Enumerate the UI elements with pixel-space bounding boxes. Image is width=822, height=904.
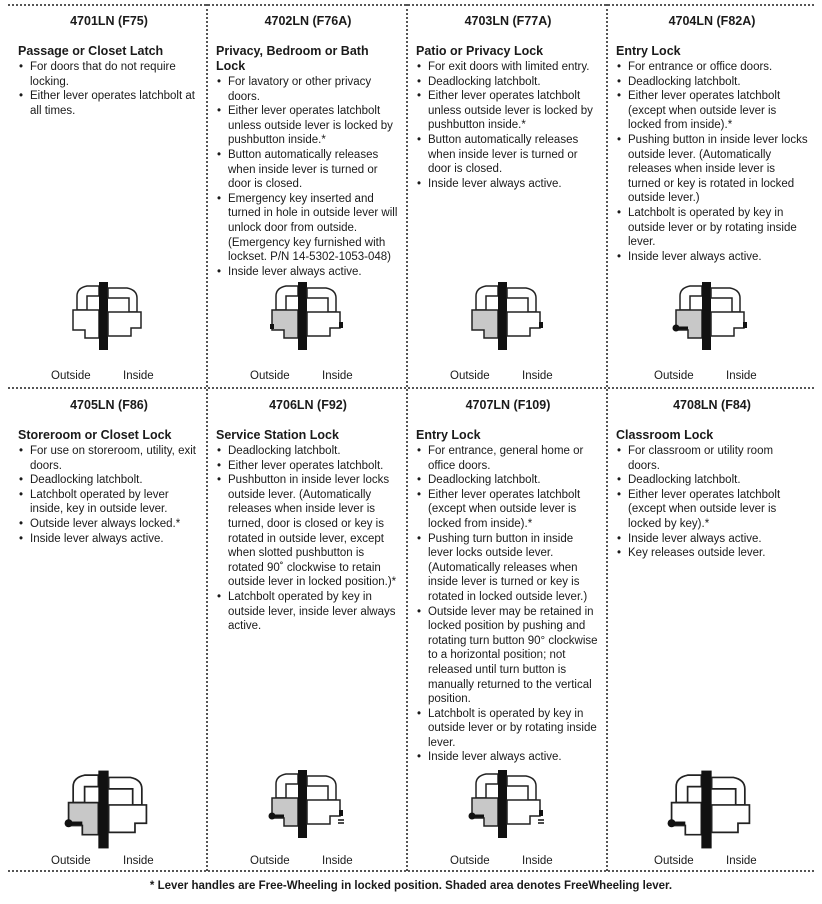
feature-item: • Inside lever always active. — [616, 250, 808, 265]
feature-item: • Outside lever always locked.* — [18, 517, 200, 532]
feature-list — [416, 60, 600, 191]
feature-item: • Deadlocking latchbolt. — [416, 473, 600, 488]
feature-item: • Either lever operates latchbolt at all times. — [18, 89, 200, 118]
feature-item: • Inside lever always active. — [416, 177, 600, 192]
feature-item: • Deadlocking latchbolt. — [616, 473, 808, 488]
function-cell — [8, 6, 206, 386]
feature-list — [18, 60, 200, 118]
feature-item: • Inside lever always active. — [18, 532, 200, 547]
feature-item: • Pushing button in inside lever locks outside lever. (Automatically releases when inside lever is turned or key is rotated in locked outside lever.) — [616, 133, 808, 206]
inside-label: Inside — [322, 855, 353, 867]
inside-label: Inside — [322, 370, 353, 382]
feature-item: • Deadlocking latchbolt. — [416, 75, 600, 90]
feature-item: • Either lever operates latchbolt. — [216, 459, 400, 474]
function-title: Privacy, Bedroom or Bath Lock — [216, 44, 369, 73]
function-cell — [8, 390, 206, 870]
function-title: Storeroom or Closet Lock — [18, 428, 172, 442]
feature-item: • For entrance or office doors. — [616, 60, 808, 75]
outside-label: Outside — [654, 370, 694, 382]
feature-item: • Key releases outside lever. — [616, 546, 808, 561]
feature-item: • Outside lever may be retained in locked position by pushing and rotating turn button 90° clockwise to a horizontal position; not released until turn button is manually returned to the vertical position. — [416, 605, 600, 707]
feature-item: • For lavatory or other privacy doors. — [216, 75, 400, 104]
lever-diagram — [606, 280, 814, 352]
lever-diagram — [406, 280, 606, 352]
model-number: 4705LN (F86) — [70, 398, 148, 412]
outside-label: Outside — [654, 855, 694, 867]
model-number: 4701LN (F75) — [70, 14, 148, 28]
function-title: Service Station Lock — [216, 428, 339, 442]
divider — [8, 387, 814, 389]
feature-item: • Emergency key inserted and turned in hole in outside lever will unlock door from outside. (Emergency key furnished with lockset. P/N 14-5302-1053-048) — [216, 192, 400, 265]
function-cell — [406, 6, 606, 386]
feature-item: • For classroom or utility room doors. — [616, 444, 808, 473]
feature-list — [18, 444, 200, 546]
footnote: * Lever handles are Free-Wheeling in locked position. Shaded area denotes FreeWheeling lever. — [149, 880, 673, 892]
function-cell — [206, 6, 406, 386]
feature-item: • Either lever operates latchbolt (except when outside lever is locked from inside).* — [616, 89, 808, 133]
feature-item: • Deadlocking latchbolt. — [18, 473, 200, 488]
function-cell — [406, 390, 606, 870]
feature-item: • For entrance, general home or office doors. — [416, 444, 600, 473]
feature-list — [616, 444, 808, 561]
feature-item: • Latchbolt is operated by key in outside lever or by rotating inside lever. — [416, 707, 600, 751]
feature-item: • Inside lever always active. — [216, 265, 400, 280]
model-number: 4708LN (F84) — [673, 398, 751, 412]
feature-list — [616, 60, 808, 264]
feature-item: • Latchbolt is operated by key in outside lever or by rotating inside lever. — [616, 206, 808, 250]
divider — [8, 870, 814, 872]
inside-label: Inside — [726, 855, 757, 867]
feature-list — [216, 75, 400, 279]
outside-label: Outside — [250, 855, 290, 867]
feature-item: • Pushbutton in inside lever locks outside lever. (Automatically releases when inside lever is turned, door is closed or key is rotated in outside lever, except when slotted pushbutton is rotated 90˚ clockwise to retain outside lever in locked position.)* — [216, 473, 400, 590]
feature-item: • Latchbolt operated by lever inside, key in outside lever. — [18, 488, 200, 517]
lever-diagram — [606, 768, 814, 851]
lever-diagram — [206, 280, 406, 352]
inside-label: Inside — [522, 855, 553, 867]
outside-label: Outside — [51, 855, 91, 867]
feature-item: • Pushing turn button in inside lever locks outside lever. (Automatically releases when inside lever is turned or key is rotated in locked outside lever.) — [416, 532, 600, 605]
feature-list — [416, 444, 600, 765]
lever-diagram — [8, 280, 206, 352]
feature-item: • Deadlocking latchbolt. — [616, 75, 808, 90]
inside-label: Inside — [522, 370, 553, 382]
lever-diagram — [8, 768, 206, 851]
model-number: 4702LN (F76A) — [264, 14, 352, 28]
feature-item: • Button automatically releases when inside lever is turned or door is closed. — [416, 133, 600, 177]
feature-item: • Either lever operates latchbolt unless outside lever is locked by pushbutton inside.* — [416, 89, 600, 133]
function-cell — [606, 390, 814, 870]
feature-item: • For doors that do not require locking. — [18, 60, 200, 89]
model-number: 4704LN (F82A) — [668, 14, 756, 28]
function-title: Entry Lock — [416, 428, 481, 442]
model-number: 4703LN (F77A) — [464, 14, 552, 28]
feature-item: • Either lever operates latchbolt unless outside lever is locked by pushbutton inside.* — [216, 104, 400, 148]
inside-label: Inside — [726, 370, 757, 382]
feature-item: • Button automatically releases when inside lever is turned or door is closed. — [216, 148, 400, 192]
function-title: Classroom Lock — [616, 428, 714, 442]
function-cell — [606, 6, 814, 386]
function-title: Patio or Privacy Lock — [416, 44, 544, 58]
feature-list — [216, 444, 400, 634]
outside-label: Outside — [450, 855, 490, 867]
inside-label: Inside — [123, 855, 154, 867]
outside-label: Outside — [250, 370, 290, 382]
feature-item: • Inside lever always active. — [616, 532, 808, 547]
feature-item: • For exit doors with limited entry. — [416, 60, 600, 75]
lever-diagram — [206, 768, 406, 840]
outside-label: Outside — [51, 370, 91, 382]
feature-item: • Inside lever always active. — [416, 750, 600, 765]
feature-item: • Either lever operates latchbolt (except when outside lever is locked from inside).* — [416, 488, 600, 532]
function-title: Passage or Closet Latch — [18, 44, 164, 58]
feature-item: • For use on storeroom, utility, exit doors. — [18, 444, 200, 473]
outside-label: Outside — [450, 370, 490, 382]
model-number: 4706LN (F92) — [269, 398, 347, 412]
function-title: Entry Lock — [616, 44, 681, 58]
function-cell — [206, 390, 406, 870]
feature-item: • Deadlocking latchbolt. — [216, 444, 400, 459]
inside-label: Inside — [123, 370, 154, 382]
lever-diagram — [406, 768, 606, 840]
feature-item: • Either lever operates latchbolt (except when outside lever is locked by key).* — [616, 488, 808, 532]
feature-item: • Latchbolt operated by key in outside lever, inside lever always active. — [216, 590, 400, 634]
model-number: 4707LN (F109) — [465, 398, 551, 412]
